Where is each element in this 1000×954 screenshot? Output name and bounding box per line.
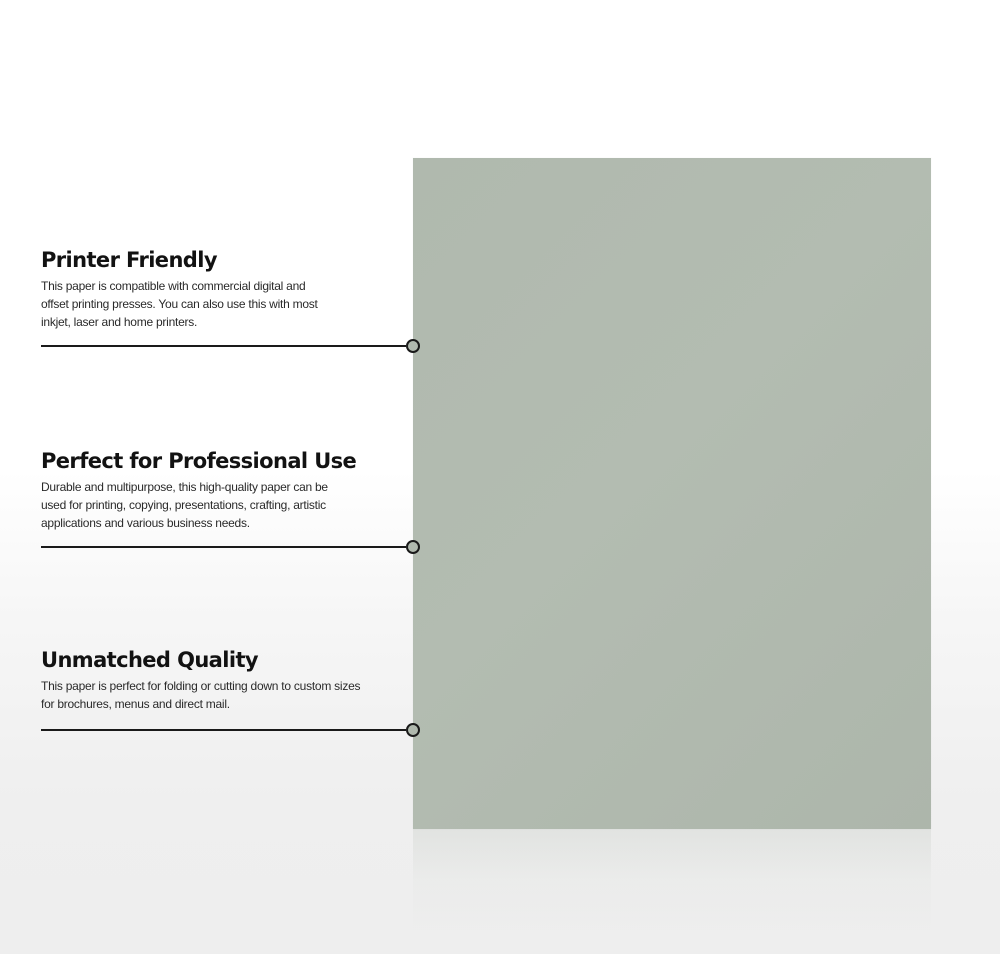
- feature-description-line: Durable and multipurpose, this high-quality paper can be: [41, 480, 328, 494]
- paper-sheet-image: [413, 158, 931, 829]
- feature-title: Unmatched Quality: [41, 648, 258, 672]
- connector-dot: [406, 540, 420, 554]
- paper-reflection: [413, 829, 931, 939]
- feature-description-line: applications and various business needs.: [41, 516, 250, 530]
- feature-description-line: used for printing, copying, presentations, crafting, artistic: [41, 498, 326, 512]
- feature-description: [41, 478, 431, 532]
- connector-dot: [406, 339, 420, 353]
- connector-line: [41, 546, 406, 548]
- feature-title: Perfect for Professional Use: [41, 449, 357, 473]
- feature-description-line: This paper is perfect for folding or cutting down to custom sizes: [41, 679, 361, 693]
- connector-line: [41, 729, 406, 731]
- feature-description: [41, 677, 431, 713]
- feature-title: Printer Friendly: [41, 248, 217, 272]
- feature-unmatched-quality: [41, 647, 431, 713]
- feature-description-line: This paper is compatible with commercial digital and: [41, 279, 306, 293]
- feature-printer-friendly: [41, 247, 431, 331]
- connector-line: [41, 345, 406, 347]
- feature-description-line: inkjet, laser and home printers.: [41, 315, 198, 329]
- feature-professional-use: [41, 448, 431, 532]
- feature-description-line: for brochures, menus and direct mail.: [41, 697, 230, 711]
- feature-description: [41, 277, 431, 331]
- feature-description-line: offset printing presses. You can also use this with most: [41, 297, 318, 311]
- connector-dot: [406, 723, 420, 737]
